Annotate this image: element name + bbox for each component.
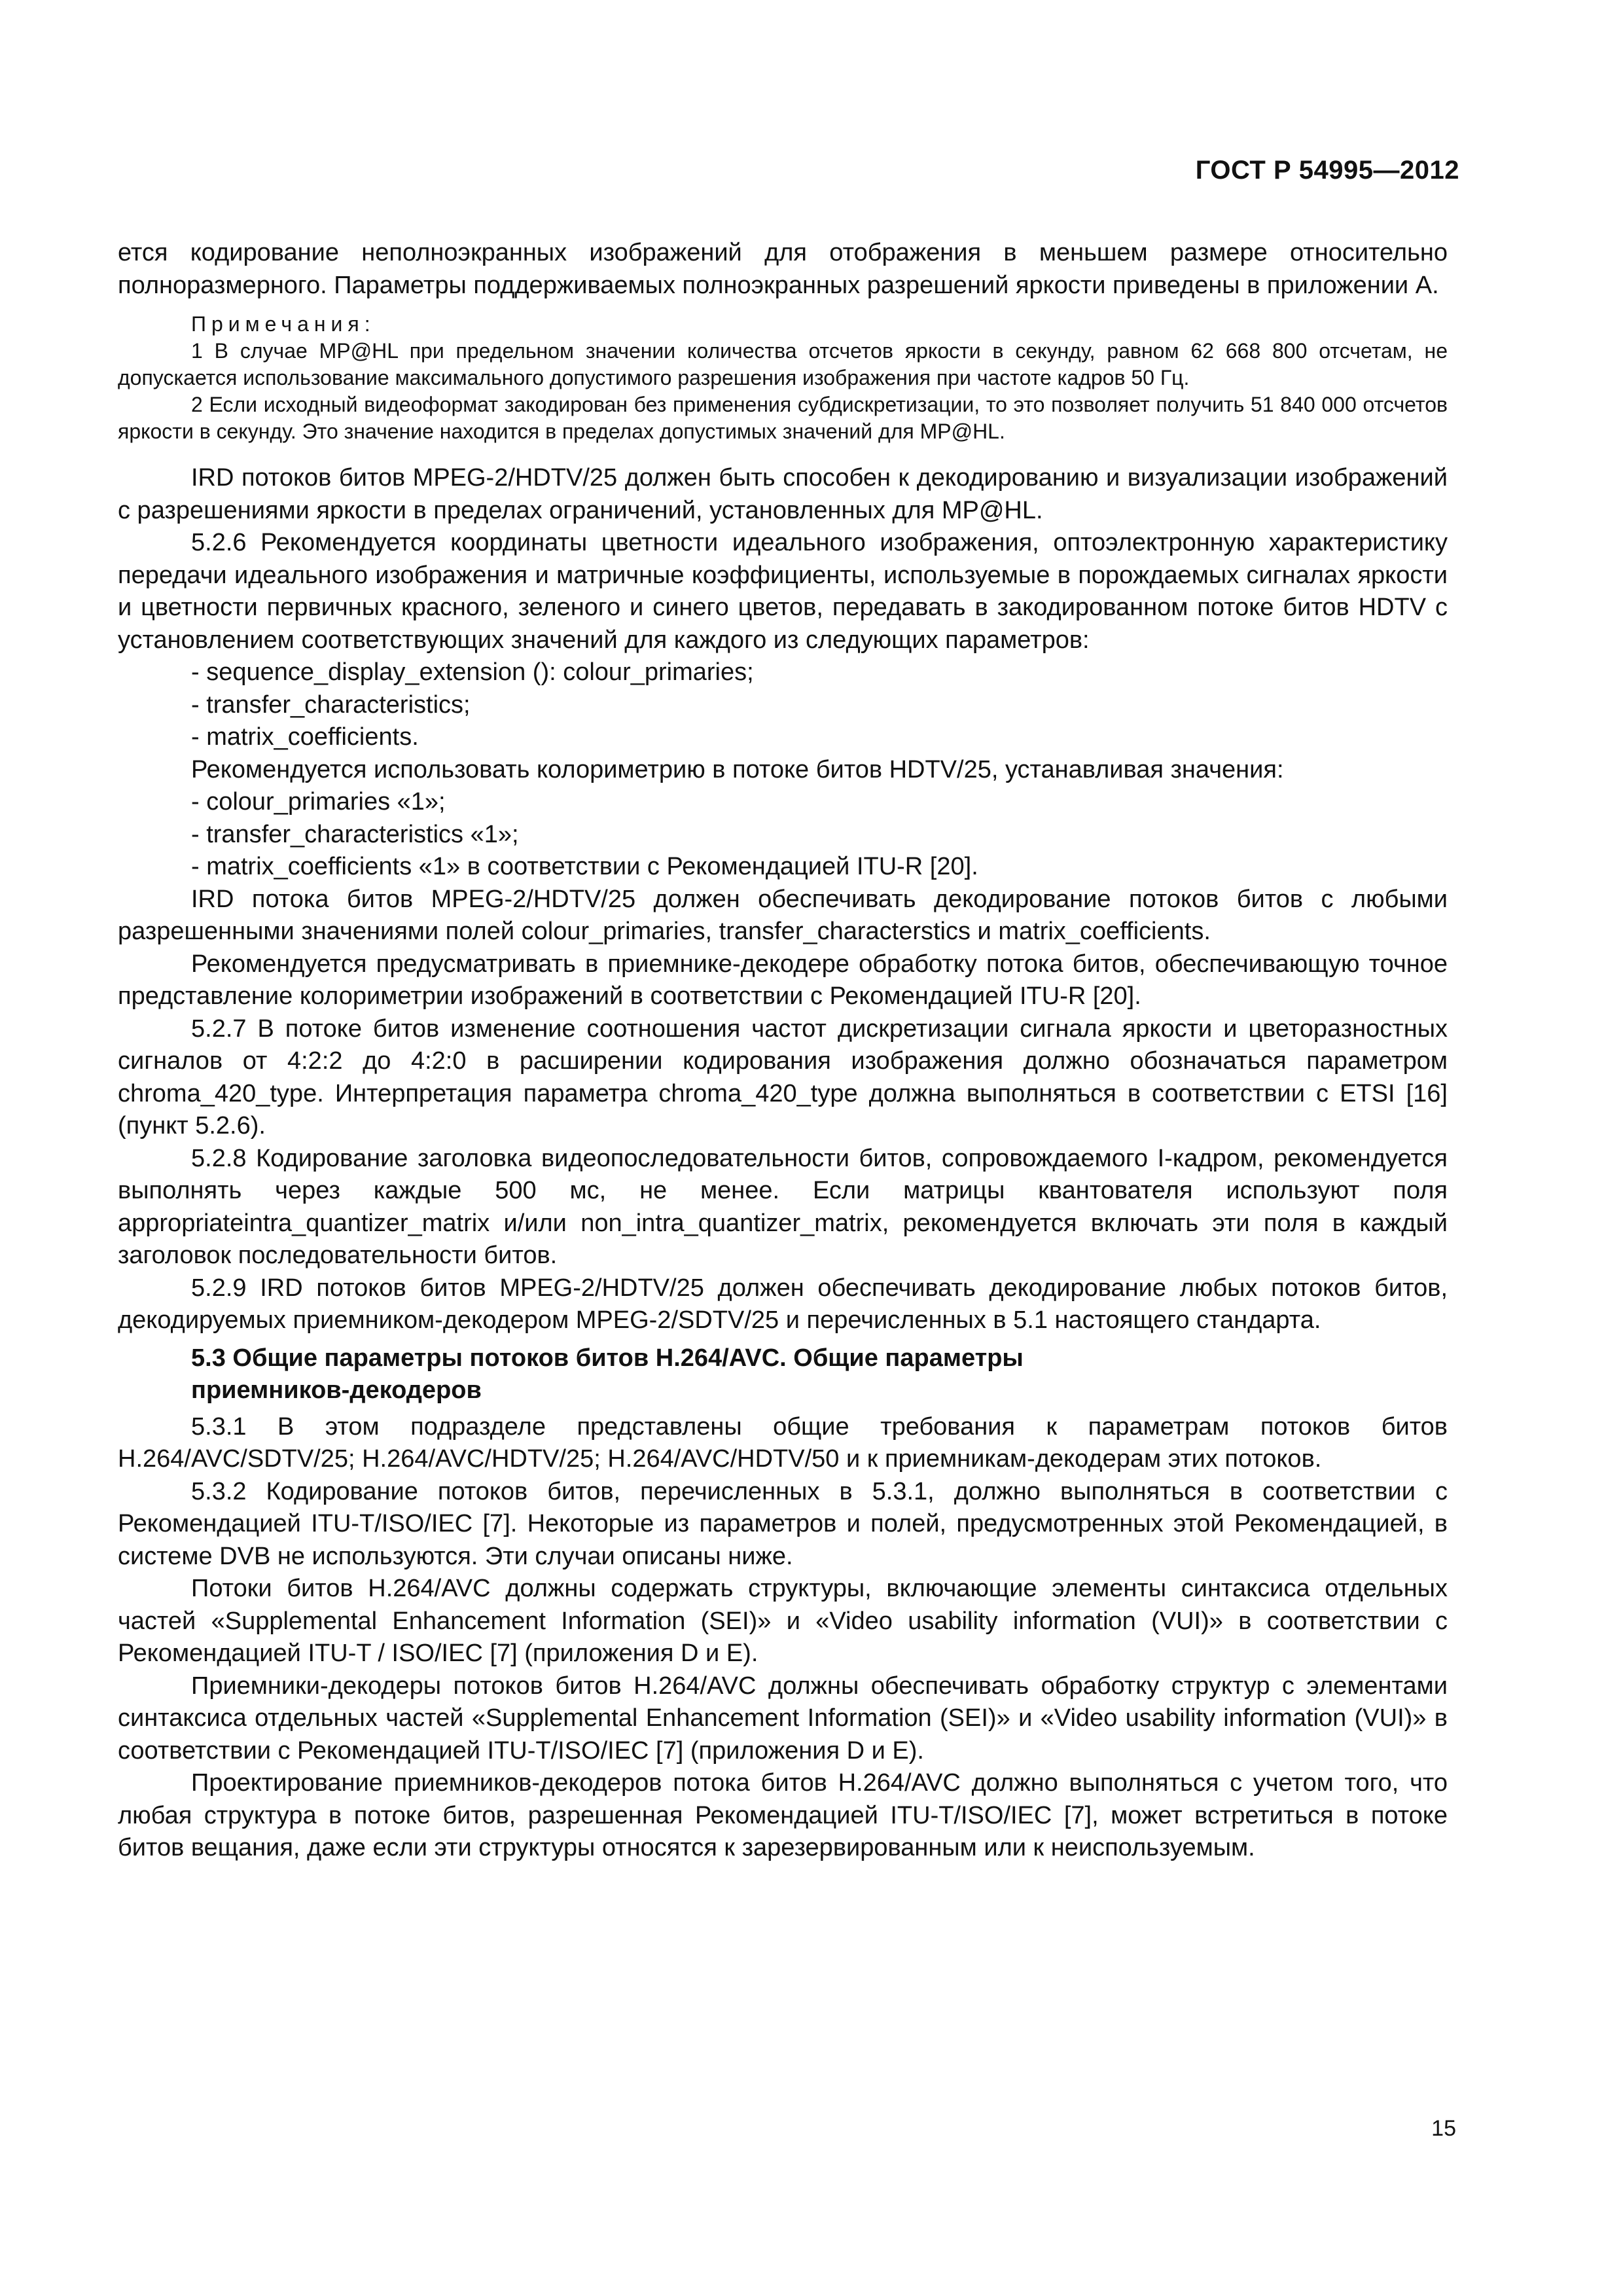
list-item: - matrix_coefficients.: [191, 723, 419, 751]
section-heading-line: 5.3 Общие параметры потоков битов H.264/AVC. Общие параметры: [191, 1344, 1024, 1372]
paragraph: Рекомендуется предусматривать в приемнике-декодере обработку потока битов, обеспечивающую точное представление колориметрии изображений в соответствии с Рекомендацией ITU-R [20].: [118, 950, 1448, 1010]
clause-5-2-6: 5.2.6 Рекомендуется координаты цветности идеального изображения, оптоэлектронную характеристику передачи идеального изображения и матричные коэффициенты, используемые в порождаемых сигналах яркости и цветности первичных красного, зеленого и синего цветов, передавать в закодированном потоке битов HDTV с установлением соответствующих значений для каждого из следующих параметров:: [118, 529, 1448, 654]
note-item: 1 В случае MP@HL при предельном значении количества отсчетов яркости в секунду, равном 62 668 800 отсчетам, не допускается использование максимального допустимого разрешения изображения при частоте кадров 50 Гц.: [118, 339, 1448, 389]
list-item: - matrix_coefficients «1» в соответствии с Рекомендацией ITU-R [20].: [191, 853, 978, 880]
intro-paragraph: ется кодирование неполноэкранных изображений для отображения в меньшем размере относительно полноразмерного. Параметры поддерживаемых полноэкранных разрешений яркости приведены в приложении А.: [118, 239, 1448, 299]
notes-heading: Примечания:: [191, 312, 376, 336]
notes-block: [118, 311, 1448, 445]
paragraph: Рекомендуется использовать колориметрию в потоке битов HDTV/25, устанавливая значения:: [191, 755, 1284, 783]
paragraph: IRD потоков битов MPEG-2/HDTV/25 должен быть способен к декодированию и визуализации изображений с разрешениями яркости в пределах ограничений, установленных для MP@HL.: [118, 464, 1448, 524]
list-item: - transfer_characteristics «1»;: [191, 820, 519, 848]
list-item: - colour_primaries «1»;: [191, 788, 446, 816]
paragraph: Приемники-декодеры потоков битов H.264/AVC должны обеспечивать обработку структур с элементами синтаксиса отдельных частей «Supplemental Enhancement Information (SEI)» и «Video usability information (VUI)» в соответствии с Рекомендацией ITU-T/ISO/IEC [7] (приложения D и E).: [118, 1672, 1448, 1765]
paragraph: Потоки битов H.264/AVC должны содержать структуры, включающие элементы синтаксиса отдельных частей «Supplemental Enhancement Information (SEI)» и «Video usability information (VUI)» в соответствии с Рекомендацией ITU-T / ISO/IEC [7] (приложения D и E).: [118, 1575, 1448, 1667]
clause-5-2-8: 5.2.8 Кодирование заголовка видеопоследовательности битов, сопровождаемого I-кадром, рекомендуется выполнять через каждые 500 мс, не менее. Если матрицы квантователя используют поля appropriateintra_quantizer_matrix и/или non_intra_quantizer_matrix, рекомендуется включать эти поля в каждый заголовок последовательности битов.: [118, 1144, 1448, 1269]
paragraph: Проектирование приемников-декодеров потока битов H.264/AVC должно выполняться с учетом того, что любая структура в потоке битов, разрешенная Рекомендацией ITU-T/ISO/IEC [7], может встретиться в потоке битов вещания, даже если эти структуры относятся к зарезервированным или к неиспользуемым.: [118, 1769, 1448, 1861]
list-item: - transfer_characteristics;: [191, 691, 471, 719]
section-heading-line: приемников-декодеров: [191, 1376, 482, 1404]
clause-5-2-9: 5.2.9 IRD потоков битов MPEG-2/HDTV/25 должен обеспечивать декодирование любых потоков битов, декодируемых приемником-декодером MPEG-2/SDTV/25 и перечисленных в 5.1 настоящего стандарта.: [118, 1274, 1448, 1334]
clause-5-3-1: 5.3.1 В этом подразделе представлены общие требования к параметрам потоков битов H.264/AVC/SDTV/25; H.264/AVC/HDTV/25; H.264/AVC/HDTV/50 и к приемникам-декодерам этих потоков.: [118, 1412, 1448, 1473]
paragraph: IRD потока битов MPEG-2/HDTV/25 должен обеспечивать декодирование потоков битов с любыми разрешенными значениями полей colour_primaries, transfer_characterstics и matrix_coefficients.: [118, 885, 1448, 945]
page-number: 15: [1431, 2116, 1456, 2141]
document-body: [118, 237, 1448, 1865]
list-item: - sequence_display_extension (): colour_primaries;: [191, 658, 754, 686]
clause-5-2-7: 5.2.7 В потоке битов изменение соотношения частот дискретизации сигнала яркости и цветоразностных сигналов от 4:2:2 до 4:2:0 в расширении кодирования изображения должно обозначаться параметром chroma_420_type. Интерпретация параметра chroma_420_type должна выполняться в соответствии с ETSI [16] (пункт 5.2.6).: [118, 1014, 1448, 1139]
note-item: 2 Если исходный видеоформат закодирован без применения субдискретизации, то это позволяет получить 51 840 000 отсчетов яркости в секунду. Это значение находится в пределах допустимых значений для MP@HL.: [118, 393, 1448, 443]
document-code: ГОСТ Р 54995—2012: [1195, 156, 1459, 185]
clause-5-3-2: 5.3.2 Кодирование потоков битов, перечисленных в 5.3.1, должно выполняться в соответствии с Рекомендацией ITU-T/ISO/IEC [7]. Некоторые из параметров и полей, предусмотренных этой Рекомендацией, в системе DVB не используются. Эти случаи описаны ниже.: [118, 1477, 1448, 1570]
section-heading-5-3: [118, 1342, 1448, 1407]
